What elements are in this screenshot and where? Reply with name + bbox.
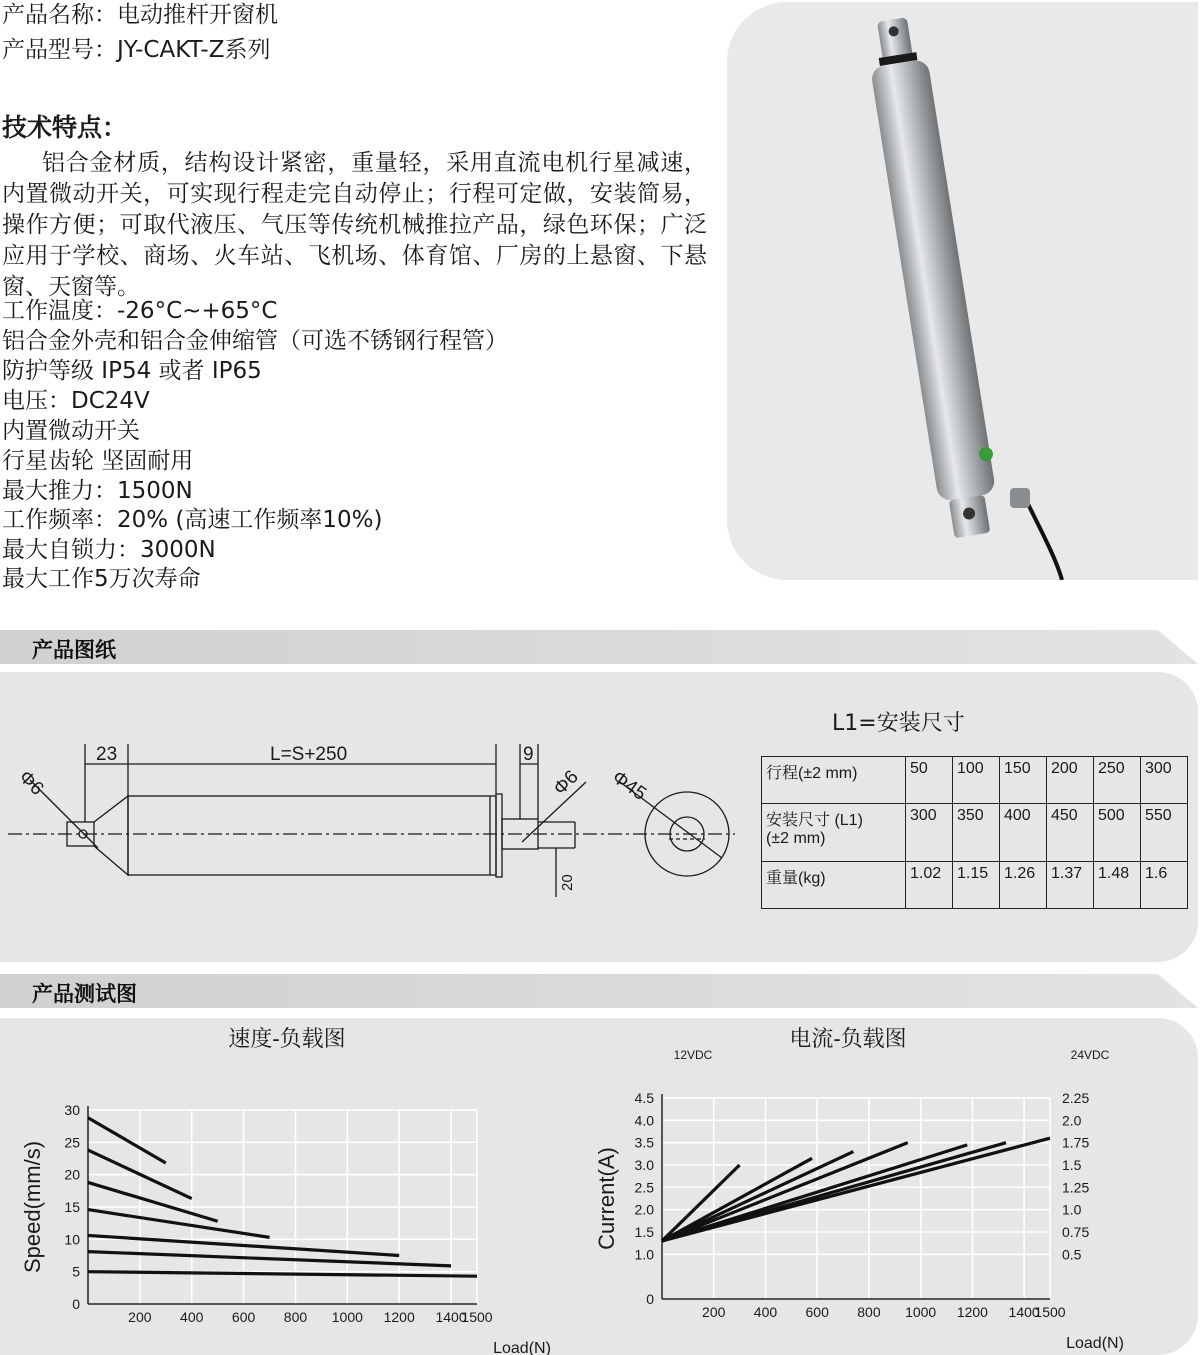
- spec-line: 防护等级 IP54 或者 IP65: [2, 358, 262, 384]
- y-tick-label: 4.0: [634, 1112, 654, 1129]
- spec-line: 最大自锁力：3000N: [2, 537, 216, 563]
- table-cell: 1.48: [1094, 862, 1141, 909]
- spec-line: 最大推力：1500N: [2, 478, 193, 504]
- spec-table: [761, 756, 1188, 909]
- chart-title: 速度-负载图: [228, 1026, 346, 1051]
- spec-line: 工作温度：-26°C~+65°C: [2, 298, 278, 324]
- series-line-4: [88, 1210, 270, 1238]
- product-photo: [727, 2, 1198, 580]
- y-tick-label: 0: [646, 1291, 654, 1307]
- table-row-label: 行程(±2 mm): [762, 757, 906, 804]
- x-tick-label: 1400: [1008, 1304, 1040, 1320]
- x-tick-label: 1000: [331, 1309, 363, 1325]
- x-tick-label: 200: [128, 1309, 152, 1325]
- features-title: 技术特点：: [2, 113, 128, 142]
- x-axis-label: Load(N): [1066, 1335, 1124, 1352]
- x-tick-label: 600: [231, 1309, 256, 1325]
- table-cell: 1.15: [953, 862, 1000, 909]
- dim-L: L=S+250: [270, 744, 348, 765]
- technical-drawing: [0, 672, 760, 962]
- dim-d45: Φ45: [608, 766, 650, 805]
- y-tick-label: 20: [64, 1166, 80, 1183]
- table-cell: 250: [1094, 757, 1141, 804]
- x-tick-label: 1500: [1034, 1304, 1066, 1320]
- table-cell: 100: [953, 757, 1000, 804]
- dim-d6-right: Φ6: [549, 766, 583, 800]
- y-right-tick-label: 2.0: [1062, 1112, 1082, 1129]
- table-cell: 500: [1094, 804, 1141, 862]
- dim-23: 23: [96, 744, 118, 765]
- series-line-3: [88, 1182, 218, 1221]
- left-axis-voltage-label: 12VDC: [673, 1048, 713, 1062]
- table-row: [762, 757, 1188, 804]
- y-tick-label: 3.5: [634, 1134, 654, 1151]
- right-axis-voltage-label: 24VDC: [1070, 1048, 1110, 1062]
- x-tick-label: 800: [857, 1304, 881, 1320]
- spec-line: 铝合金外壳和铝合金伸缩管（可选不锈钢行程管）: [2, 328, 508, 354]
- table-cell: 450: [1047, 804, 1094, 862]
- y-tick-label: 1.0: [634, 1246, 654, 1263]
- table-cell: 200: [1047, 757, 1094, 804]
- y-tick-label: 10: [64, 1231, 80, 1248]
- y-tick-label: 2.0: [634, 1201, 654, 1218]
- table-cell: 150: [1000, 757, 1047, 804]
- x-tick-label: 1200: [956, 1304, 988, 1320]
- x-tick-label: 800: [283, 1309, 308, 1325]
- test-section-title: 产品测试图: [32, 982, 137, 1006]
- table-cell: 300: [1141, 757, 1188, 804]
- y-tick-label: 30: [64, 1102, 80, 1118]
- y-right-tick-label: 1.0: [1062, 1201, 1082, 1218]
- product-name: 产品名称：电动推杆开窗机: [2, 2, 278, 28]
- table-row: [762, 862, 1188, 909]
- table-row-label: 安装尺寸 (L1) (±2 mm): [762, 804, 906, 862]
- dim-20: 20: [559, 874, 576, 891]
- x-tick-label: 400: [753, 1304, 778, 1320]
- y-axis-label: Speed(mm/s): [20, 1140, 45, 1274]
- table-cell: 300: [906, 804, 953, 862]
- table-cell: 1.02: [906, 862, 953, 909]
- y-right-tick-label: 0.5: [1062, 1246, 1082, 1263]
- table-cell: 1.26: [1000, 862, 1047, 909]
- y-axis-label: Current(A): [594, 1147, 619, 1250]
- product-model: 产品型号：JY-CAKT-Z系列: [2, 37, 271, 63]
- table-cell: 400: [1000, 804, 1047, 862]
- charts-svg: [0, 1018, 1200, 1355]
- y-tick-label: 2.5: [634, 1179, 654, 1196]
- y-tick-label: 3.0: [634, 1157, 654, 1173]
- table-cell: 1.37: [1047, 862, 1094, 909]
- drawing-section-title: 产品图纸: [32, 638, 116, 662]
- y-tick-label: 4.5: [634, 1090, 654, 1106]
- spec-line: 工作频率：20% (高速工作频率10%): [2, 507, 383, 533]
- table-row: [762, 804, 1188, 862]
- x-tick-label: 200: [702, 1304, 726, 1320]
- y-tick-label: 5: [72, 1263, 80, 1280]
- x-tick-label: 1200: [383, 1309, 415, 1325]
- spec-line: 电压：DC24V: [2, 388, 150, 414]
- y-right-tick-label: 1.25: [1062, 1179, 1090, 1196]
- table-cell: 550: [1141, 804, 1188, 862]
- x-axis-label: Load(N): [493, 1340, 551, 1355]
- spec-line: 最大工作5万次寿命: [2, 566, 201, 592]
- table-cell: 350: [953, 804, 1000, 862]
- y-right-tick-label: 1.5: [1062, 1157, 1082, 1173]
- x-tick-label: 400: [180, 1309, 204, 1325]
- dim-9: 9: [523, 744, 534, 765]
- y-tick-label: 25: [64, 1134, 80, 1151]
- section-bar-test: [0, 974, 1200, 1008]
- table-title: L1=安装尺寸: [832, 711, 965, 736]
- section-bar-drawing: [0, 630, 1200, 664]
- series-line-7: [662, 1138, 1050, 1241]
- y-tick-label: 15: [64, 1199, 80, 1215]
- actuator-image: [727, 2, 1198, 580]
- features-paragraph: 铝合金材质，结构设计紧密，重量轻，采用直流电机行星减速，内置微动开关，可实现行程走完自动停止；行程可定做，安装简易，操作方便；可取代液压、气压等传统机械推拉产品，绿色环保；广泛应用于学校、商场、火车站、飞机场、体育馆、厂房的上悬窗、下悬窗、天窗等。: [2, 150, 707, 300]
- x-tick-label: 600: [805, 1304, 829, 1320]
- table-cell: 1.6: [1141, 862, 1188, 909]
- y-tick-label: 1.5: [634, 1224, 654, 1240]
- dim-d6-left: Φ6: [14, 766, 48, 800]
- y-right-tick-label: 1.75: [1062, 1134, 1090, 1151]
- spec-line: 内置微动开关: [2, 418, 140, 444]
- chart-title: 电流-负载图: [789, 1026, 907, 1051]
- table-row-label: 重量(kg): [762, 862, 906, 909]
- table-cell: 50: [906, 757, 953, 804]
- x-tick-label: 1000: [905, 1304, 937, 1320]
- series-line-4: [662, 1143, 908, 1241]
- y-right-tick-label: 2.25: [1062, 1090, 1090, 1106]
- y-tick-label: 0: [72, 1296, 80, 1312]
- spec-line: 行星齿轮 坚固耐用: [2, 448, 194, 474]
- x-tick-label: 1400: [435, 1309, 467, 1325]
- y-right-tick-label: 0.75: [1062, 1224, 1090, 1240]
- x-tick-label: 1500: [461, 1309, 493, 1325]
